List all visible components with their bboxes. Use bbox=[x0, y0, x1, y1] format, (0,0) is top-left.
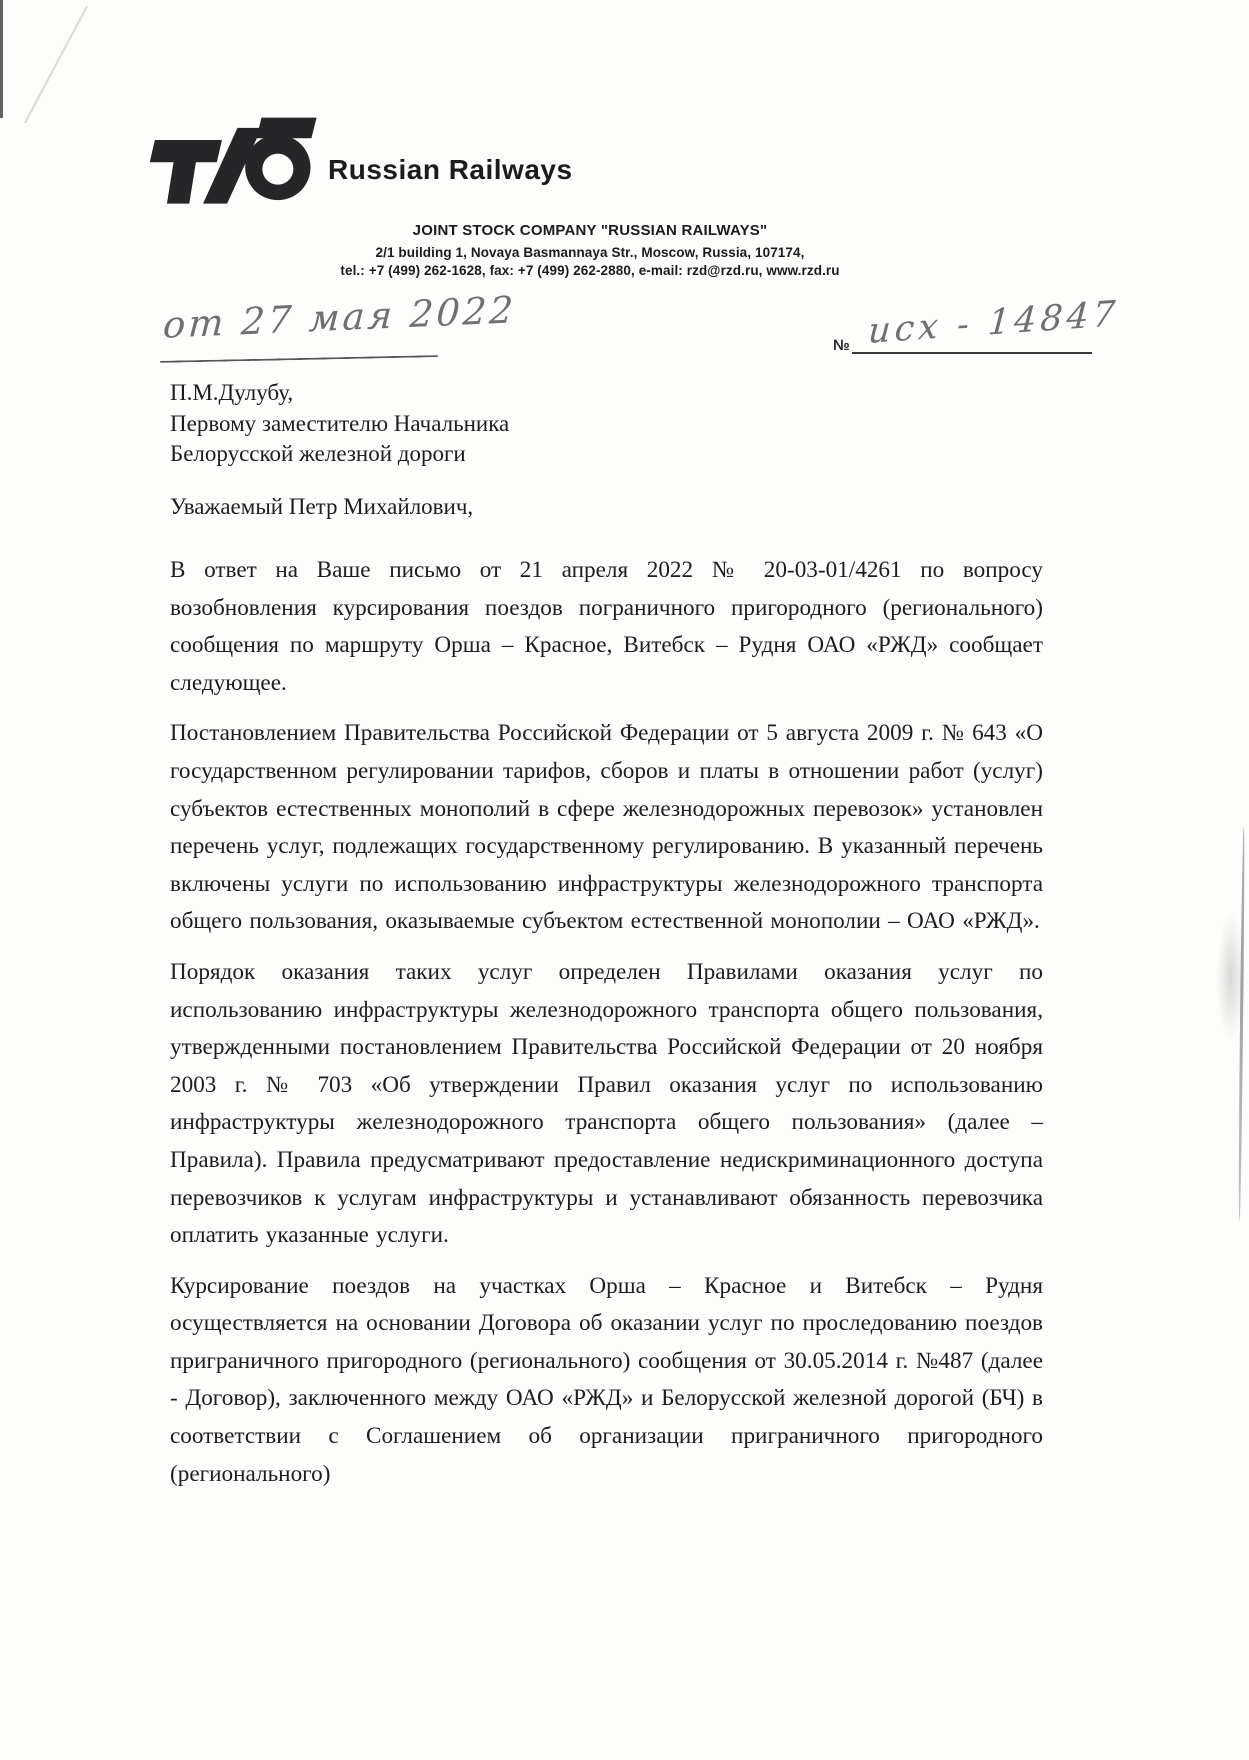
body-paragraph: Постановлением Правительства Российской Федерации от 5 августа 2009 г. № 643 «О государственном регулировании тарифов, сборов и платы в отношении работ (услуг) субъектов естественных монополий в сфере железнодорожных перевозок» установлен перечень услуг, подлежащих государственному регулированию. В указанный перечень включены услуги по использованию инфраструктуры железнодорожного транспорта общего пользования, оказываемые субъектом естественной монополии – ОАО «РЖД». bbox=[170, 720, 1043, 935]
handwritten-date: от 27 мая 2022 bbox=[161, 288, 518, 347]
letterhead-block bbox=[230, 222, 950, 280]
body-paragraph: Порядок оказания таких услуг определен Правилами оказания услуг по использованию инфраструктуры железнодорожного транспорта общего пользования, утвержденными постановлением Правительства Российской Федерации от 20 ноября 2003 г. № 703 «Об утверждении Правил оказания услуг по использованию инфраструктуры железнодорожного транспорта общего пользования» (далее – Правила). Правила предусматривают предоставление недискриминационного доступа перевозчиков к услугам инфраструктуры и устанавливают обязанность перевозчика оплатить указанные услуги. bbox=[170, 958, 1043, 1249]
letterhead-logo-row bbox=[148, 110, 573, 206]
brand-name: Russian Railways bbox=[328, 154, 573, 185]
handwritten-outgoing-number: исх - 14847 bbox=[866, 294, 1121, 352]
scan-line-artifact bbox=[1238, 828, 1245, 1220]
body-paragraph: Курсирование поездов на участках Орша – Красное и Витебск – Рудня осуществляется на основании Договора об оказании услуг по проследованию поездов приграничного пригородного (регионального) сообщения от 30.05.2014 г. №487 (далее - Договор), заключенного между ОАО «РЖД» и Белорусской железной дорогой (БЧ) в соответствии с Соглашением об организации приграничного пригородного (регионального) bbox=[170, 1272, 1043, 1487]
scan-smudge-artifact bbox=[1216, 912, 1246, 1042]
addressee-block bbox=[170, 378, 509, 470]
scan-crease-artifact bbox=[24, 6, 87, 123]
company-address-line: 2/1 building 1, Novaya Basmannaya Str., Moscow, Russia, 107174, bbox=[375, 245, 805, 260]
body-paragraph: В ответ на Ваше письмо от 21 апреля 2022 № 20-03-01/4261 по вопросу возобновления курсирования поездов пограничного пригородного (регионального) сообщения по маршруту Орша – Красное, Витебск – Рудня ОАО «РЖД» сообщает следующее. bbox=[170, 557, 1043, 696]
date-underline bbox=[160, 355, 438, 363]
addressee-position-line2: Белорусской железной дороги bbox=[170, 441, 466, 466]
number-label: № bbox=[833, 337, 850, 354]
salutation: Уважаемый Петр Михайлович, bbox=[170, 494, 474, 519]
scan-edge-artifact bbox=[0, 0, 3, 118]
company-name-line: JOINT STOCK COMPANY "RUSSIAN RAILWAYS" bbox=[412, 222, 768, 239]
rzd-logo-icon bbox=[148, 110, 320, 206]
number-underline bbox=[852, 352, 1092, 354]
company-contacts-line: tel.: +7 (499) 262-1628, fax: +7 (499) 262-2880, e-mail: rzd@rzd.ru, www.rzd.ru bbox=[340, 263, 840, 278]
addressee-name: П.М.Дулубу, bbox=[170, 380, 294, 405]
addressee-position-line1: Первому заместителю Начальника bbox=[170, 410, 510, 436]
letter-body bbox=[170, 552, 1043, 1506]
